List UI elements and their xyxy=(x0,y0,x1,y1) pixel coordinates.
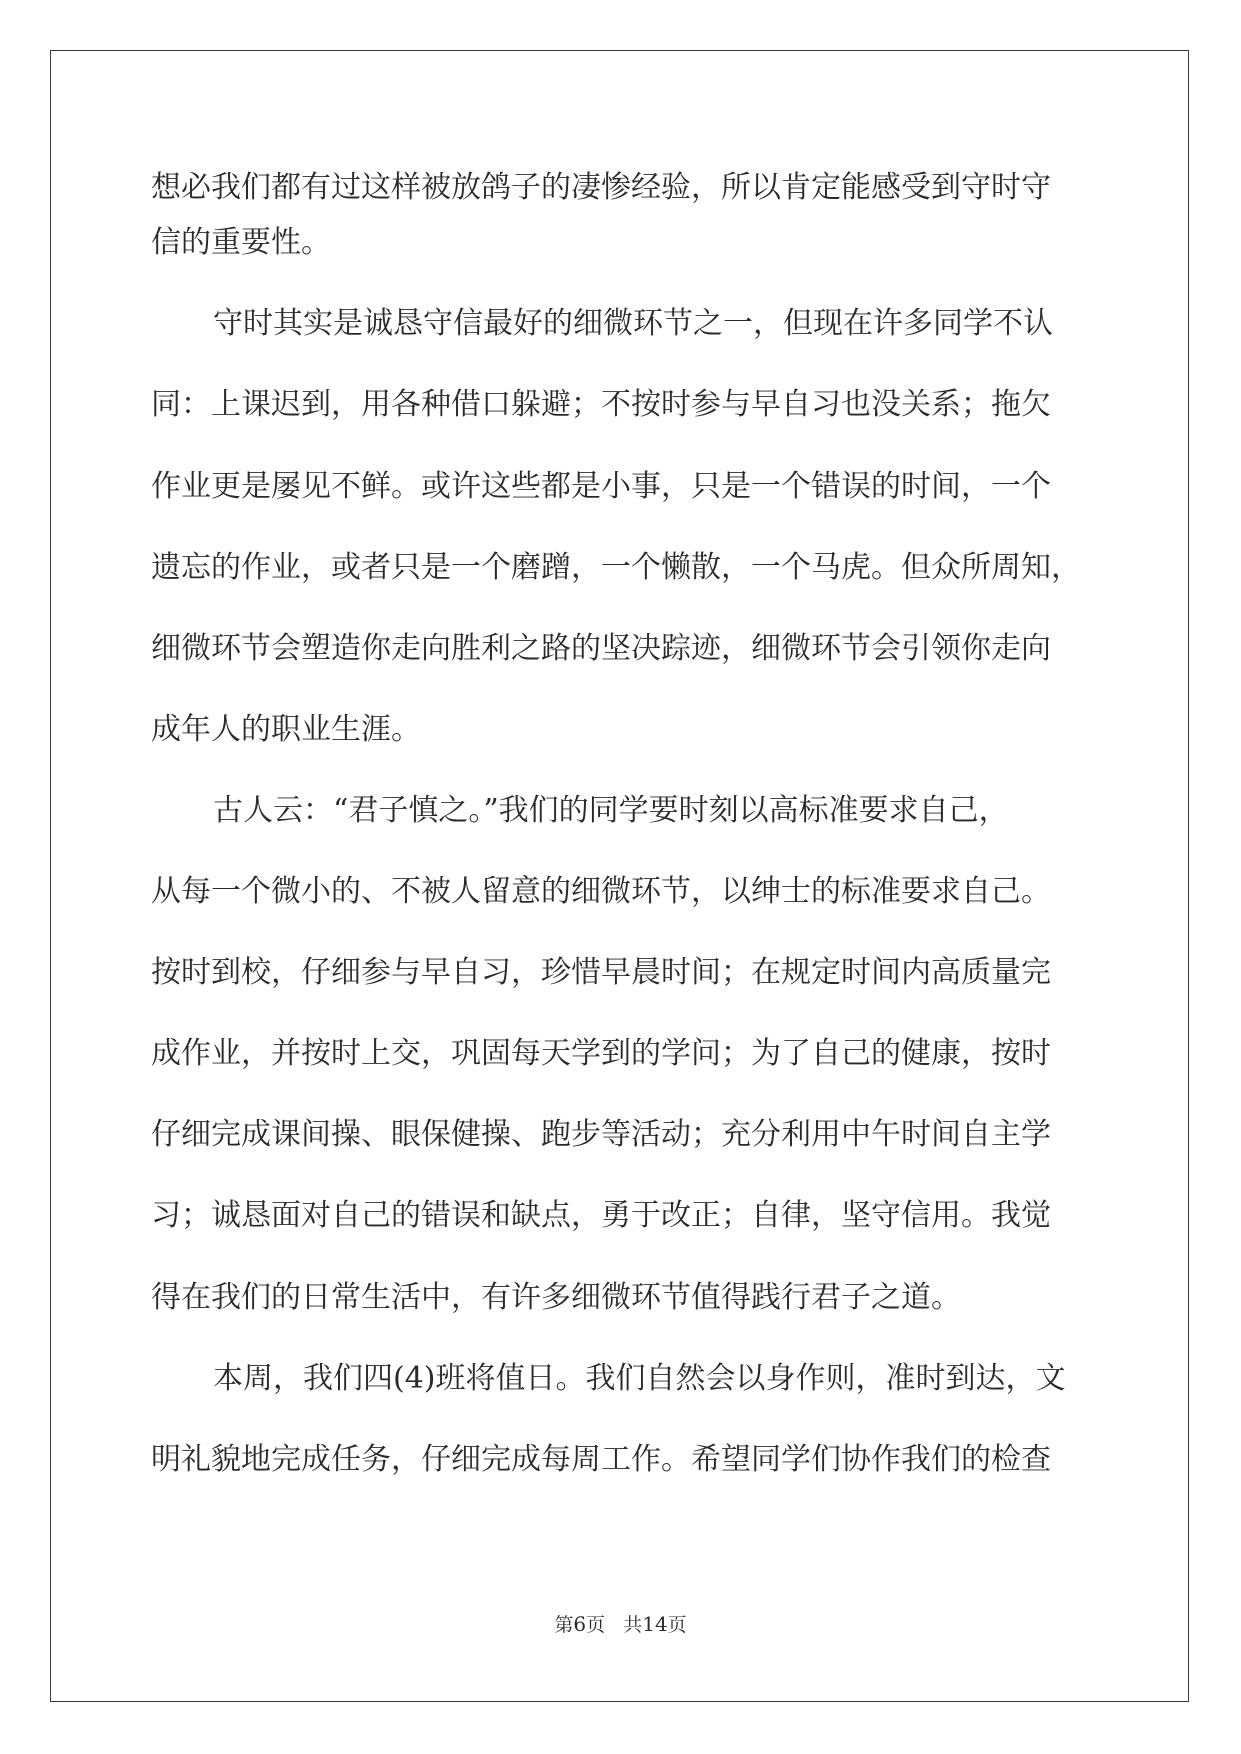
footer-page-prefix: 第 xyxy=(554,1614,574,1636)
text-line: 作业更是屡见不鲜。或许这些都是小事，只是一个错误的时间，一个 xyxy=(151,469,1051,504)
text-line: 想必我们都有过这样被放鸽子的凄惨经验，所以肯定能感受到守时守 xyxy=(151,170,1051,205)
footer-total-prefix: 共 xyxy=(623,1614,643,1636)
text-line: 明礼貌地完成任务，仔细完成每周工作。希望同学们协作我们的检查 xyxy=(151,1442,1051,1477)
paragraph-start-line: 古人云：“君子慎之。”我们的同学要时刻以高标准要求自己， xyxy=(213,793,1009,828)
text-line: 成年人的职业生涯。 xyxy=(151,712,421,747)
text-line: 信的重要性。 xyxy=(151,225,331,260)
text-line: 同：上课迟到，用各种借口躲避；不按时参与早自习也没关系；拖欠 xyxy=(151,387,1051,422)
text-line: 成作业，并按时上交，巩固每天学到的学问；为了自己的健康，按时 xyxy=(151,1036,1051,1071)
footer-total-suffix: 页 xyxy=(667,1614,687,1636)
page-footer xyxy=(0,1612,1241,1637)
paragraph-start-line: 本周，我们四(4)班将值日。我们自然会以身作则，准时到达，文 xyxy=(213,1361,1066,1396)
footer-page-suffix: 页 xyxy=(586,1614,606,1636)
text-line: 遗忘的作业，或者只是一个磨蹭，一个懒散，一个马虎。但众所周知， xyxy=(151,550,1081,585)
paragraph-start-line: 守时其实是诚恳守信最好的细微环节之一，但现在许多同学不认 xyxy=(213,306,1053,341)
text-line: 从每一个微小的、不被人留意的细微环节，以绅士的标准要求自己。 xyxy=(151,874,1051,909)
text-line: 仔细完成课间操、眼保健操、跑步等活动；充分利用中午时间自主学 xyxy=(151,1117,1051,1152)
footer-page-number: 6 xyxy=(573,1612,587,1636)
text-line: 得在我们的日常生活中，有许多细微环节值得践行君子之道。 xyxy=(151,1280,961,1315)
footer-total-pages: 14 xyxy=(642,1612,668,1636)
text-line: 细微环节会塑造你走向胜利之路的坚决踪迹，细微环节会引领你走向 xyxy=(151,631,1051,666)
text-line: 习；诚恳面对自己的错误和缺点，勇于改正；自律，坚守信用。我觉 xyxy=(151,1198,1051,1233)
text-line: 按时到校，仔细参与早自习，珍惜早晨时间；在规定时间内高质量完 xyxy=(151,955,1051,990)
